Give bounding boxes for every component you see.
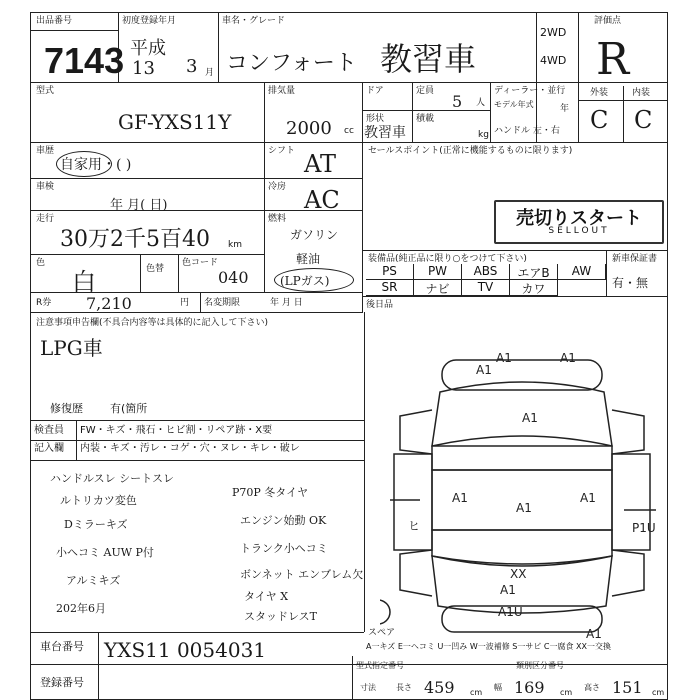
divider (30, 440, 364, 441)
equipment-item: カワ (510, 280, 558, 296)
spare-tire (380, 600, 390, 624)
model-grade: 教習車 (380, 40, 477, 78)
reg-month-unit: 月 (205, 68, 215, 78)
mileage-value: 30万2千5百40 (60, 227, 210, 252)
right-front-door (612, 410, 644, 454)
damage-mark: XX (510, 567, 527, 581)
shift-value: AT (304, 150, 337, 178)
equipment-item: AW (558, 264, 606, 280)
aftermarket-label: 後日品 (366, 300, 394, 310)
divider (364, 312, 365, 632)
reg-era: 平成 (130, 38, 166, 59)
divider (362, 250, 668, 251)
length-value: 459 (424, 678, 455, 697)
warranty-value: 有・無 (612, 276, 649, 290)
ext-value: C (590, 106, 609, 134)
divider (30, 82, 668, 83)
displacement-unit: cc (344, 126, 354, 136)
equipment-item: ナビ (414, 280, 462, 296)
damage-mark: A1 (496, 351, 512, 365)
fuel-circle (274, 268, 354, 292)
registration-label: 登録番号 (40, 676, 84, 689)
reg-year: 13 (132, 58, 155, 79)
repair-value: 有(箇所 (110, 402, 148, 415)
model-code: GF-YXS11Y (118, 110, 232, 134)
damage-mark: A1 (586, 627, 602, 640)
body-value: 教習車 (364, 125, 406, 141)
int-value: C (634, 106, 653, 134)
right-rear-fender (612, 550, 644, 596)
divider (200, 292, 201, 312)
equipment-item: PS (366, 264, 414, 280)
equipment-item: TV (462, 280, 510, 296)
divider (98, 632, 99, 700)
damage-mark: A1 (476, 363, 492, 377)
capacity-label: 定員 (416, 86, 435, 96)
divider (30, 254, 265, 255)
divider (352, 656, 353, 700)
handwritten-note: アルミキズ (66, 574, 121, 587)
capacity: 5 (452, 92, 463, 111)
fuel-value-2: 軽油 (296, 252, 321, 266)
handwritten-note: 小ヘコミ AUW P付 (56, 546, 154, 559)
reg-month: 3 (186, 56, 198, 77)
int-label: 内装 (632, 88, 651, 98)
divider (30, 30, 119, 31)
drive-4wd: 4WD (540, 54, 567, 67)
equipment-item: PW (414, 264, 462, 280)
ext-label: 外装 (590, 88, 609, 98)
left-side (394, 454, 432, 550)
model-year-label: モデル年式 (494, 100, 534, 109)
divider (140, 254, 141, 292)
rear-window (432, 530, 612, 564)
height-unit: cm (652, 688, 665, 697)
repair-label: 修復歴 (50, 402, 83, 415)
color-value: 白 (72, 268, 96, 296)
damage-mark: A1 (500, 583, 516, 597)
category-label: 類別区分番号 (516, 661, 564, 670)
handwritten-note: タイヤ X (244, 590, 289, 603)
recycle-label: R券 (36, 298, 52, 308)
inspection-value: 年 月( 日) (110, 198, 168, 213)
divider (264, 82, 265, 142)
divider (218, 12, 219, 82)
length-label: 長さ (396, 683, 412, 692)
lot-label: 出品番号 (36, 16, 73, 26)
damage-mark: A1 (522, 411, 538, 425)
sticker-title: 売切りスタート (516, 208, 642, 228)
divider (30, 178, 363, 179)
color-label: 色 (36, 258, 46, 268)
divider (362, 110, 490, 111)
usage-value: 自家用・( ) (60, 157, 132, 173)
right-side (612, 454, 650, 550)
notes-label: 注意事項申告欄(不具合内容等は具体的に記入して下さい) (36, 318, 269, 328)
load-unit: kg (478, 130, 489, 140)
chassis-label: 車台番号 (40, 640, 84, 653)
divider (30, 664, 668, 665)
divider (362, 296, 668, 297)
selling-label: セールスポイント(正常に機能するものに限ります) (368, 146, 573, 156)
sellout-sticker (494, 200, 664, 244)
inspector-items: FW・キズ・飛石・ヒビ割・リペア跡・X要 (80, 425, 273, 436)
height-label: 高さ (584, 683, 600, 692)
inspector-label: 検査員 (34, 425, 64, 436)
recycle-unit: 円 (180, 298, 190, 308)
divider (536, 12, 537, 142)
ac-label: 冷房 (268, 182, 287, 192)
divider (30, 420, 364, 421)
damage-mark: ヒ (408, 519, 421, 533)
damage-mark: A1 (560, 351, 576, 365)
divider (30, 312, 363, 313)
displacement-label: 排気量 (268, 86, 296, 96)
handwritten-note: スタッドレスT (244, 610, 318, 623)
divider (606, 250, 607, 296)
length-unit: cm (470, 688, 483, 697)
divider (578, 12, 579, 142)
handwritten-note: ルトリカツ変色 (60, 494, 137, 507)
handwritten-note: P70P 冬タイヤ (232, 486, 309, 499)
handwritten-note: Dミラーキズ (64, 518, 128, 531)
colorcode-value: 040 (218, 268, 249, 287)
mileage-label: 走行 (36, 214, 55, 224)
grade-value: R (596, 34, 630, 85)
drive-2wd: 2WD (540, 26, 567, 39)
divider (264, 142, 265, 292)
model-number-label: 型式指定番号 (356, 661, 404, 670)
handle-label: ハンドル 左・右 (494, 126, 560, 136)
model-name: コンフォート (226, 51, 357, 76)
displacement: 2000 (286, 118, 332, 139)
title-limit-value: 年 月 日 (270, 298, 303, 308)
capacity-unit: 人 (476, 98, 486, 108)
reg-year-label: 初度登録年月 (122, 16, 177, 26)
door-label: ドア (366, 86, 384, 96)
chassis-value: YXS11 0054031 (104, 638, 267, 662)
ac-value: AC (304, 186, 340, 214)
width-unit: cm (560, 688, 573, 697)
load-label: 積載 (416, 114, 435, 124)
dealer-label: ディーラー・並行 (494, 86, 566, 96)
divider (178, 254, 179, 292)
new-warranty-label: 新車保証書 (612, 254, 658, 264)
height-value: 151 (612, 678, 643, 697)
model-label: 車名・グレード (222, 16, 286, 26)
colorcode-label-2: 色コード (182, 258, 219, 268)
divider (362, 82, 363, 142)
title-limit-label: 名変期限 (204, 298, 241, 308)
model-year-unit: 年 (560, 104, 570, 114)
divider (362, 142, 363, 312)
divider (30, 632, 364, 633)
damage-mark: P1U (632, 521, 656, 535)
recycle-value: 7,210 (86, 294, 132, 313)
fuel-value-1: ガソリン (290, 228, 339, 242)
width-value: 169 (514, 678, 545, 697)
damage-mark: A1U (498, 605, 523, 619)
damage-mark: A1 (580, 491, 596, 505)
left-rear-fender (400, 550, 432, 596)
equipment-item: SR (366, 280, 414, 296)
handwritten-note: エンジン始動 OK (240, 514, 327, 527)
divider (623, 86, 624, 142)
damage-legend: A一キズ E一ヘコミ U一凹み W一波補修 S一サビ C一腐食 XX一交換 (366, 642, 612, 651)
front-bumper (442, 360, 602, 390)
fuel-label: 燃料 (268, 214, 287, 224)
divider (30, 460, 364, 461)
grade-label: 評価点 (594, 16, 622, 26)
fuel-value-3: (LPガス) (280, 274, 330, 288)
handwritten-note: ハンドルスレ シートスレ (50, 472, 175, 485)
handwritten-note: トランク小ヘコミ (240, 542, 328, 555)
colorcode-label-1: 色替 (146, 264, 165, 274)
divider (30, 142, 668, 143)
spec-label: 寸法 (360, 683, 376, 692)
equipment-item: エアB (510, 264, 558, 280)
damage-mark: A1 (516, 501, 532, 515)
equipment-item: ABS (462, 264, 510, 280)
left-front-door (400, 410, 432, 454)
sticker-sub: SELLOUT (548, 226, 610, 236)
mileage-unit: km (228, 240, 242, 250)
inspection-label: 車検 (36, 182, 55, 192)
handwritten-note: 202年6月 (56, 602, 106, 615)
model-code-label: 型式 (36, 86, 55, 96)
equipment-label: 装備品(純正品に限り○をつけて下さい) (368, 254, 527, 264)
handwritten-note: ボンネット エンブレム欠 (240, 568, 364, 581)
shift-label: シフト (268, 146, 296, 156)
width-label: 幅 (494, 683, 502, 692)
windshield (432, 436, 612, 470)
divider (412, 82, 413, 142)
writer-label: 記入欄 (34, 443, 64, 454)
damage-mark: A1 (452, 491, 468, 505)
usage-circle (56, 151, 112, 177)
car-damage-diagram (380, 350, 670, 640)
body-label: 形状 (366, 114, 385, 124)
spare-label: スペア (368, 628, 396, 638)
lot-number: 7143 (44, 40, 125, 81)
divider (490, 82, 491, 142)
writer-items: 内装・キズ・汚レ・コゲ・穴・ヌレ・キレ・破レ (80, 443, 300, 454)
usage-label: 車歴 (36, 146, 55, 156)
notes-value: LPG車 (40, 336, 103, 360)
